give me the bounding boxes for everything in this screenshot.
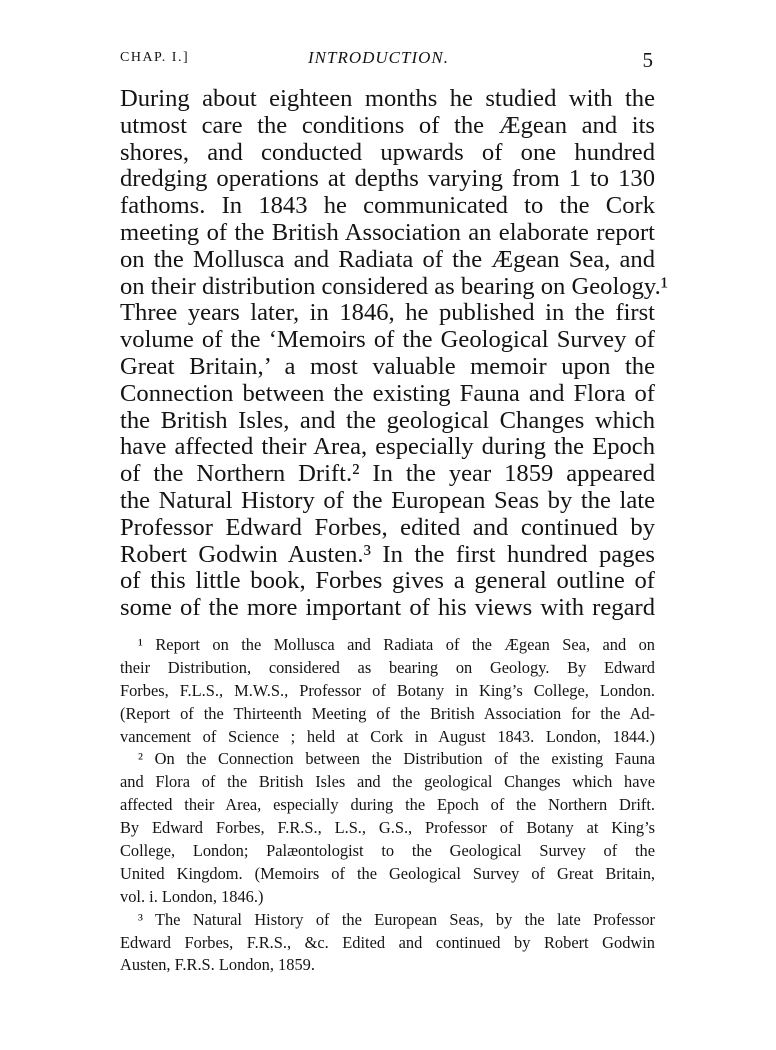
- body-line: During about eighteen months he studied with the: [120, 85, 655, 112]
- body-line: Three years later, in 1846, he published in the first: [120, 299, 655, 327]
- body-line: some of the more important of his views with regard: [120, 594, 655, 622]
- footnote-3-line: Austen, F.R.S. London, 1859.: [120, 955, 315, 975]
- body-line: Robert Godwin Austen.³ In the first hundred pages: [120, 540, 655, 568]
- body-line: have affected their Area, especially during the Epoch: [120, 433, 655, 461]
- body-line: of this little book, Forbes gives a general outline of: [120, 567, 655, 595]
- body-line: utmost care the conditions of the Ægean and its: [120, 111, 655, 139]
- footnote-1-line: ¹ Report on the Mollusca and Radiata of the Ægean Sea, and on: [138, 635, 655, 654]
- body-line: fathoms. In 1843 he communicated to the Cork: [120, 192, 655, 220]
- footnote-1-line: Forbes, F.L.S., M.W.S., Professor of Botany in King’s College, London.: [120, 680, 655, 700]
- body-line: of the Northern Drift.² In the year 1859 appeared: [120, 460, 655, 488]
- footnotes: [120, 634, 655, 977]
- page-number: 5: [642, 48, 653, 72]
- body-line: on their distribution considered as bearing on Geology.¹: [120, 272, 669, 300]
- chapter-label: CHAP. I.]: [120, 50, 190, 65]
- footnote-1-line: vancement of Science ; held at Cork in August 1843. London, 1844.): [120, 726, 655, 746]
- body-line: meeting of the British Association an elaborate report: [120, 218, 655, 246]
- body-line: on the Mollusca and Radiata of the Ægean Sea, and: [120, 245, 655, 273]
- body-line: the British Isles, and the geological Changes which: [120, 406, 655, 434]
- footnote-2-line: College, London; Palæontologist to the Geological Survey of the: [120, 841, 655, 861]
- running-title: INTRODUCTION.: [308, 48, 449, 67]
- running-header: [120, 46, 655, 74]
- footnote-2-line: ² On the Connection between the Distribution of the existing Fauna: [138, 749, 655, 769]
- body-line: Connection between the existing Fauna and Flora of: [120, 379, 655, 407]
- footnote-2-line: vol. i. London, 1846.): [120, 886, 264, 906]
- body-line: shores, and conducted upwards of one hundred: [120, 138, 655, 166]
- footnote-2-line: and Flora of the British Isles and the geological Changes which have: [120, 772, 655, 792]
- footnote-3-line: ³ The Natural History of the European Seas, by the late Professor: [138, 909, 655, 929]
- footnote-1-line: their Distribution, considered as bearing on Geology. By Edward: [120, 657, 655, 677]
- body-line: the Natural History of the European Seas by the late: [120, 486, 655, 514]
- footnote-2-line: United Kingdom. (Memoirs of the Geological Survey of Great Britain,: [120, 863, 655, 883]
- main-paragraph: [120, 85, 669, 622]
- footnote-2-line: affected their Area, especially during the Epoch of the Northern Drift.: [120, 795, 655, 815]
- body-line: dredging operations at depths varying from 1 to 130: [120, 165, 655, 193]
- body-line: volume of the ‘Memoirs of the Geological Survey of: [120, 326, 655, 354]
- footnote-3-line: Edward Forbes, F.R.S., &c. Edited and continued by Robert Godwin: [120, 932, 655, 952]
- footnote-1-line: (Report of the Thirteenth Meeting of the British Association for the Ad-: [120, 703, 655, 723]
- footnote-2-line: By Edward Forbes, F.R.S., L.S., G.S., Professor of Botany at King’s: [120, 818, 655, 838]
- body-line: Great Britain,’ a most valuable memoir upon the: [120, 352, 655, 380]
- body-line: Professor Edward Forbes, edited and continued by: [120, 513, 655, 541]
